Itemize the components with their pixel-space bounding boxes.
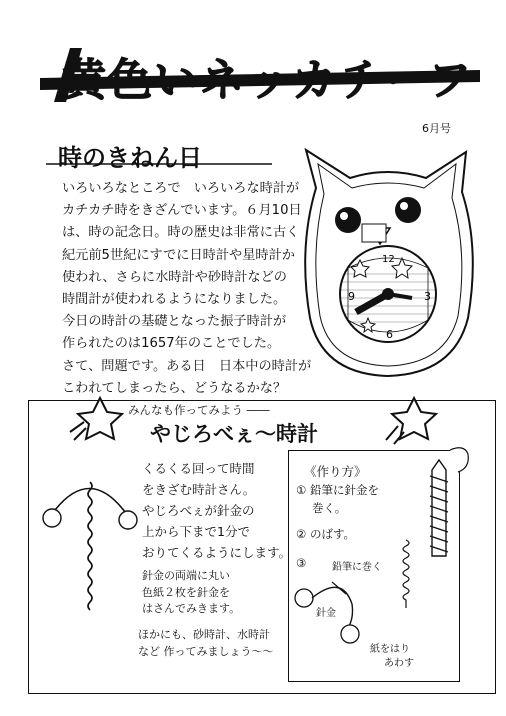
clock-numeral-12: 12 <box>382 254 395 265</box>
howto-step-1: ① 鉛筆に針金を <box>296 483 379 497</box>
heading-underline <box>46 160 276 170</box>
clock-numeral-9: 9 <box>348 290 355 303</box>
spring-wire-illustration <box>396 540 416 610</box>
activity-intro: みんなも作ってみよう ―― <box>128 403 270 417</box>
page-title: 黄色いネッカチーフ <box>62 55 474 106</box>
howto-heading: 《作り方》 <box>304 464 367 479</box>
yajirobee-illustration <box>42 472 138 622</box>
howto-step-3: ③ <box>296 556 307 570</box>
owl-left-eye <box>335 207 361 233</box>
owl-clock-illustration <box>298 148 478 380</box>
article-heading: 時のきねん日 <box>58 144 202 172</box>
star-icon <box>384 396 444 446</box>
activity-paragraph-2: 針金の両端に丸い 色紙２枚を針金を はさんでみきます。 <box>142 569 241 615</box>
label-paper-2: あわす <box>384 658 414 669</box>
activity-paragraph-3: ほかにも、砂時計、水時計 など 作ってみましょう～～ <box>138 628 274 658</box>
howto-step-1-cont: 巻く。 <box>312 501 347 515</box>
pencil-illustration <box>424 460 454 590</box>
assembly-illustration <box>292 574 392 648</box>
activity-title: やじろべぇ～時計 <box>150 422 318 446</box>
clock-numeral-6: 6 <box>386 328 393 341</box>
howto-step-2: ② のばす。 <box>296 527 356 541</box>
label-wire: 針金 <box>316 608 336 619</box>
star-icon <box>70 396 130 440</box>
activity-paragraph-1: くるくる回って時間 をきざむ時計さん。 やじろべぇが針金の 上から下まで1分で おりてくるようにします。 <box>142 461 292 560</box>
owl-right-eye <box>395 197 421 223</box>
article-body: いろいろなところで いろいろな時計が カチカチ時をきざんでいます。６月10日 は、時の記念日。時の歴史は非常に古く 紀元前5世紀にすでに日時計や星時計か 使われ、さらに水時計や砂時計などの 時間計が使われるようになりました。 今日の時計の基礎となった振子時計が 作られたのは1657年のことでした。 さて、問題です。ある日 日本中の時計が こわれてしまったら、どうなるかな？ <box>62 181 312 396</box>
issue-label: 6月号 <box>422 122 451 135</box>
label-paper-1: 紙をはり <box>370 644 410 655</box>
clock-numeral-3: 3 <box>424 290 431 303</box>
label-wrap-pencil: 鉛筆に巻く <box>332 562 382 573</box>
